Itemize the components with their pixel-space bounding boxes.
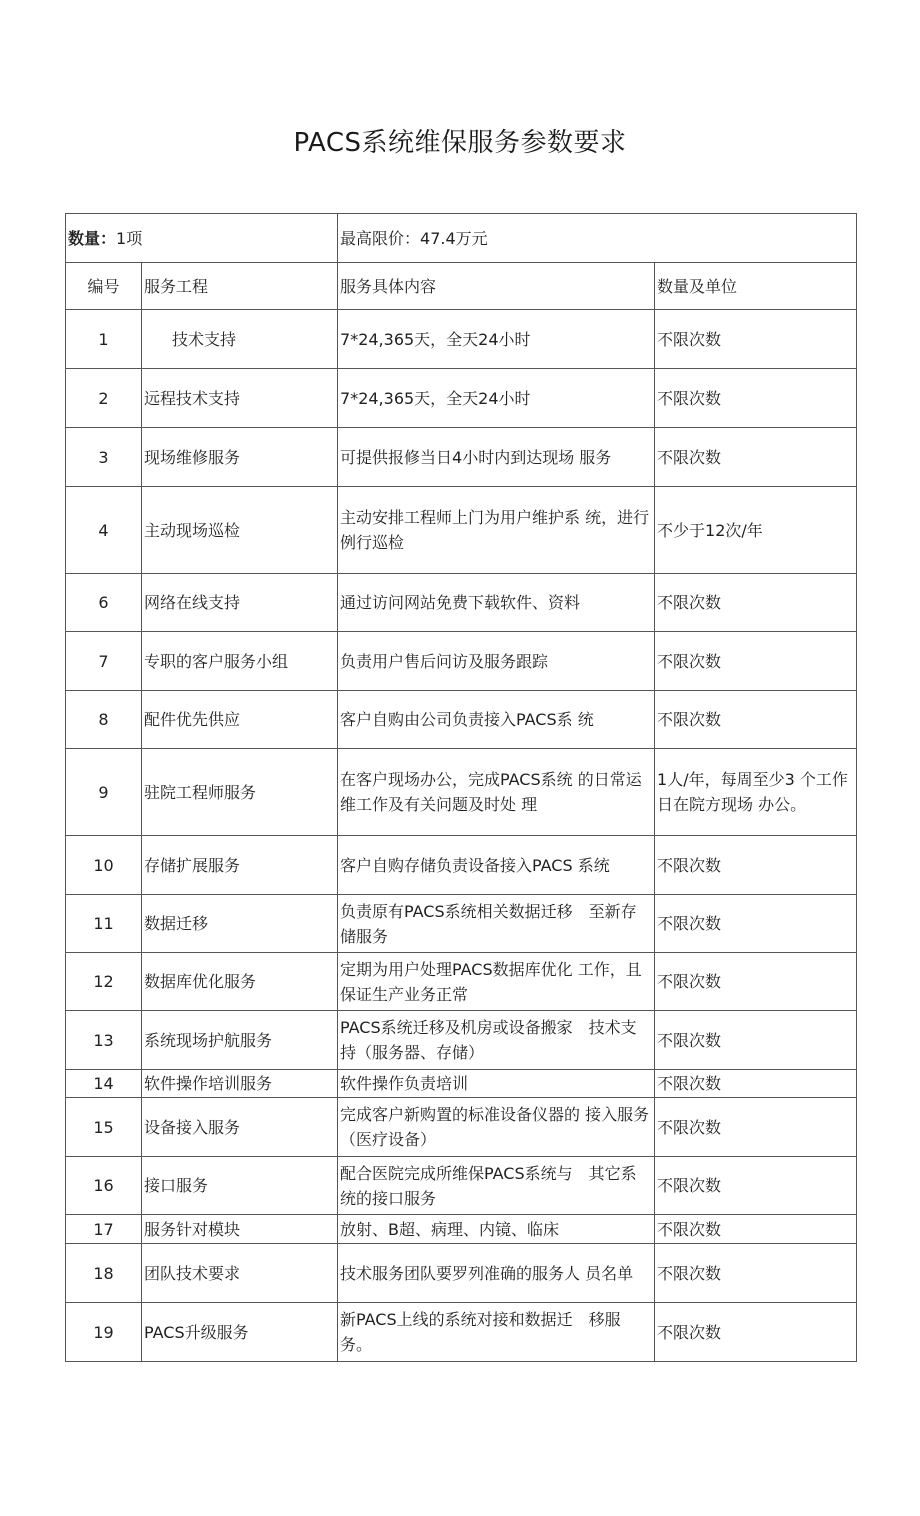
row-no: 10 — [66, 836, 142, 895]
row-no: 15 — [66, 1098, 142, 1157]
header-qty: 数量及单位 — [655, 263, 857, 310]
row-qty: 不限次数 — [655, 1157, 857, 1215]
row-detail: 技术服务团队要罗列准确的服务人 员名单 — [338, 1244, 655, 1303]
row-qty: 不限次数 — [655, 1070, 857, 1098]
row-name: 现场维修服务 — [142, 428, 338, 487]
row-detail: 放射、B超、病理、内镜、临床 — [338, 1215, 655, 1244]
row-name: 存储扩展服务 — [142, 836, 338, 895]
row-name: 系统现场护航服务 — [142, 1011, 338, 1070]
row-name: 接口服务 — [142, 1157, 338, 1215]
row-qty: 不限次数 — [655, 632, 857, 691]
row-qty: 不少于12次/年 — [655, 487, 857, 574]
row-qty: 不限次数 — [655, 428, 857, 487]
summary-row — [66, 214, 857, 263]
header-detail: 服务具体内容 — [338, 263, 655, 310]
table-row — [66, 1070, 857, 1098]
row-detail: 主动安排工程师上门为用户维护系 统，进行例行巡检 — [338, 487, 655, 574]
row-qty: 不限次数 — [655, 1244, 857, 1303]
quantity-label: 数量： — [68, 228, 117, 248]
table-row — [66, 428, 857, 487]
row-no: 1 — [66, 310, 142, 369]
table-row — [66, 895, 857, 953]
row-detail: 负责原有PACS系统相关数据迁移 至新存储服务 — [338, 895, 655, 953]
row-detail: 完成客户新购置的标准设备仪器的 接入服务（医疗设备） — [338, 1098, 655, 1157]
table-row — [66, 953, 857, 1011]
row-detail: 通过访问网站免费下载软件、资料 — [338, 574, 655, 632]
row-no: 12 — [66, 953, 142, 1011]
spec-table — [65, 213, 857, 1362]
table-row — [66, 1098, 857, 1157]
row-name: 数据迁移 — [142, 895, 338, 953]
quantity-cell — [66, 214, 338, 263]
table-row — [66, 1303, 857, 1362]
row-no: 19 — [66, 1303, 142, 1362]
table-row — [66, 574, 857, 632]
row-qty: 不限次数 — [655, 1011, 857, 1070]
header-no: 编号 — [66, 263, 142, 310]
table-row — [66, 632, 857, 691]
row-qty: 不限次数 — [655, 836, 857, 895]
row-name: 主动现场巡检 — [142, 487, 338, 574]
row-detail: 定期为用户处理PACS数据库优化 工作，且保证生产业务正常 — [338, 953, 655, 1011]
row-no: 6 — [66, 574, 142, 632]
row-name: PACS升级服务 — [142, 1303, 338, 1362]
row-no: 13 — [66, 1011, 142, 1070]
row-qty: 不限次数 — [655, 1303, 857, 1362]
row-qty: 1人/年，每周至少3 个工作日在院方现场 办公。 — [655, 749, 857, 836]
price-value: 47.4万元 — [420, 228, 488, 248]
row-no: 2 — [66, 369, 142, 428]
row-qty: 不限次数 — [655, 895, 857, 953]
row-detail: 可提供报修当日4小时内到达现场 服务 — [338, 428, 655, 487]
header-row — [66, 263, 857, 310]
row-no: 17 — [66, 1215, 142, 1244]
row-no: 9 — [66, 749, 142, 836]
row-detail: 负责用户售后问访及服务跟踪 — [338, 632, 655, 691]
row-detail: 客户自购由公司负责接入PACS系 统 — [338, 691, 655, 749]
table-row — [66, 1011, 857, 1070]
row-no: 14 — [66, 1070, 142, 1098]
table-row — [66, 691, 857, 749]
row-name: 服务针对模块 — [142, 1215, 338, 1244]
table-row — [66, 836, 857, 895]
row-no: 16 — [66, 1157, 142, 1215]
row-detail: 在客户现场办公，完成PACS系统 的日常运维工作及有关问题及时处 理 — [338, 749, 655, 836]
table-row — [66, 1244, 857, 1303]
row-no: 7 — [66, 632, 142, 691]
row-no: 8 — [66, 691, 142, 749]
row-qty: 不限次数 — [655, 574, 857, 632]
row-name: 驻院工程师服务 — [142, 749, 338, 836]
table-row — [66, 749, 857, 836]
table-row — [66, 369, 857, 428]
price-label: 最高限价： — [340, 228, 421, 248]
row-no: 18 — [66, 1244, 142, 1303]
row-name: 专职的客户服务小组 — [142, 632, 338, 691]
table-row — [66, 1215, 857, 1244]
row-detail: 配合医院完成所维保PACS系统与 其它系统的接口服务 — [338, 1157, 655, 1215]
row-name: 配件优先供应 — [142, 691, 338, 749]
row-detail: 软件操作负责培训 — [338, 1070, 655, 1098]
price-cell — [338, 214, 857, 263]
row-qty: 不限次数 — [655, 310, 857, 369]
row-no: 4 — [66, 487, 142, 574]
row-name: 设备接入服务 — [142, 1098, 338, 1157]
row-name: 团队技术要求 — [142, 1244, 338, 1303]
row-qty: 不限次数 — [655, 691, 857, 749]
row-qty: 不限次数 — [655, 953, 857, 1011]
row-detail: 7*24,365天，全天24小时 — [338, 369, 655, 428]
row-name: 数据库优化服务 — [142, 953, 338, 1011]
row-detail: 7*24,365天，全天24小时 — [338, 310, 655, 369]
row-name: 远程技术支持 — [142, 369, 338, 428]
quantity-value: 1项 — [116, 228, 143, 248]
row-name: 软件操作培训服务 — [142, 1070, 338, 1098]
row-no: 11 — [66, 895, 142, 953]
row-qty: 不限次数 — [655, 1098, 857, 1157]
row-detail: PACS系统迁移及机房或设备搬家 技术支持（服务器、存储） — [338, 1011, 655, 1070]
table-row — [66, 487, 857, 574]
row-qty: 不限次数 — [655, 369, 857, 428]
table-row — [66, 1157, 857, 1215]
row-qty: 不限次数 — [655, 1215, 857, 1244]
row-name: 网络在线支持 — [142, 574, 338, 632]
row-no: 3 — [66, 428, 142, 487]
header-name: 服务工程 — [142, 263, 338, 310]
page-title: PACS系统维保服务参数要求 — [293, 128, 627, 158]
row-detail: 新PACS上线的系统对接和数据迁 移服务。 — [338, 1303, 655, 1362]
table-row — [66, 310, 857, 369]
row-detail: 客户自购存储负责设备接入PACS 系统 — [338, 836, 655, 895]
row-name: 技术支持 — [142, 310, 338, 369]
